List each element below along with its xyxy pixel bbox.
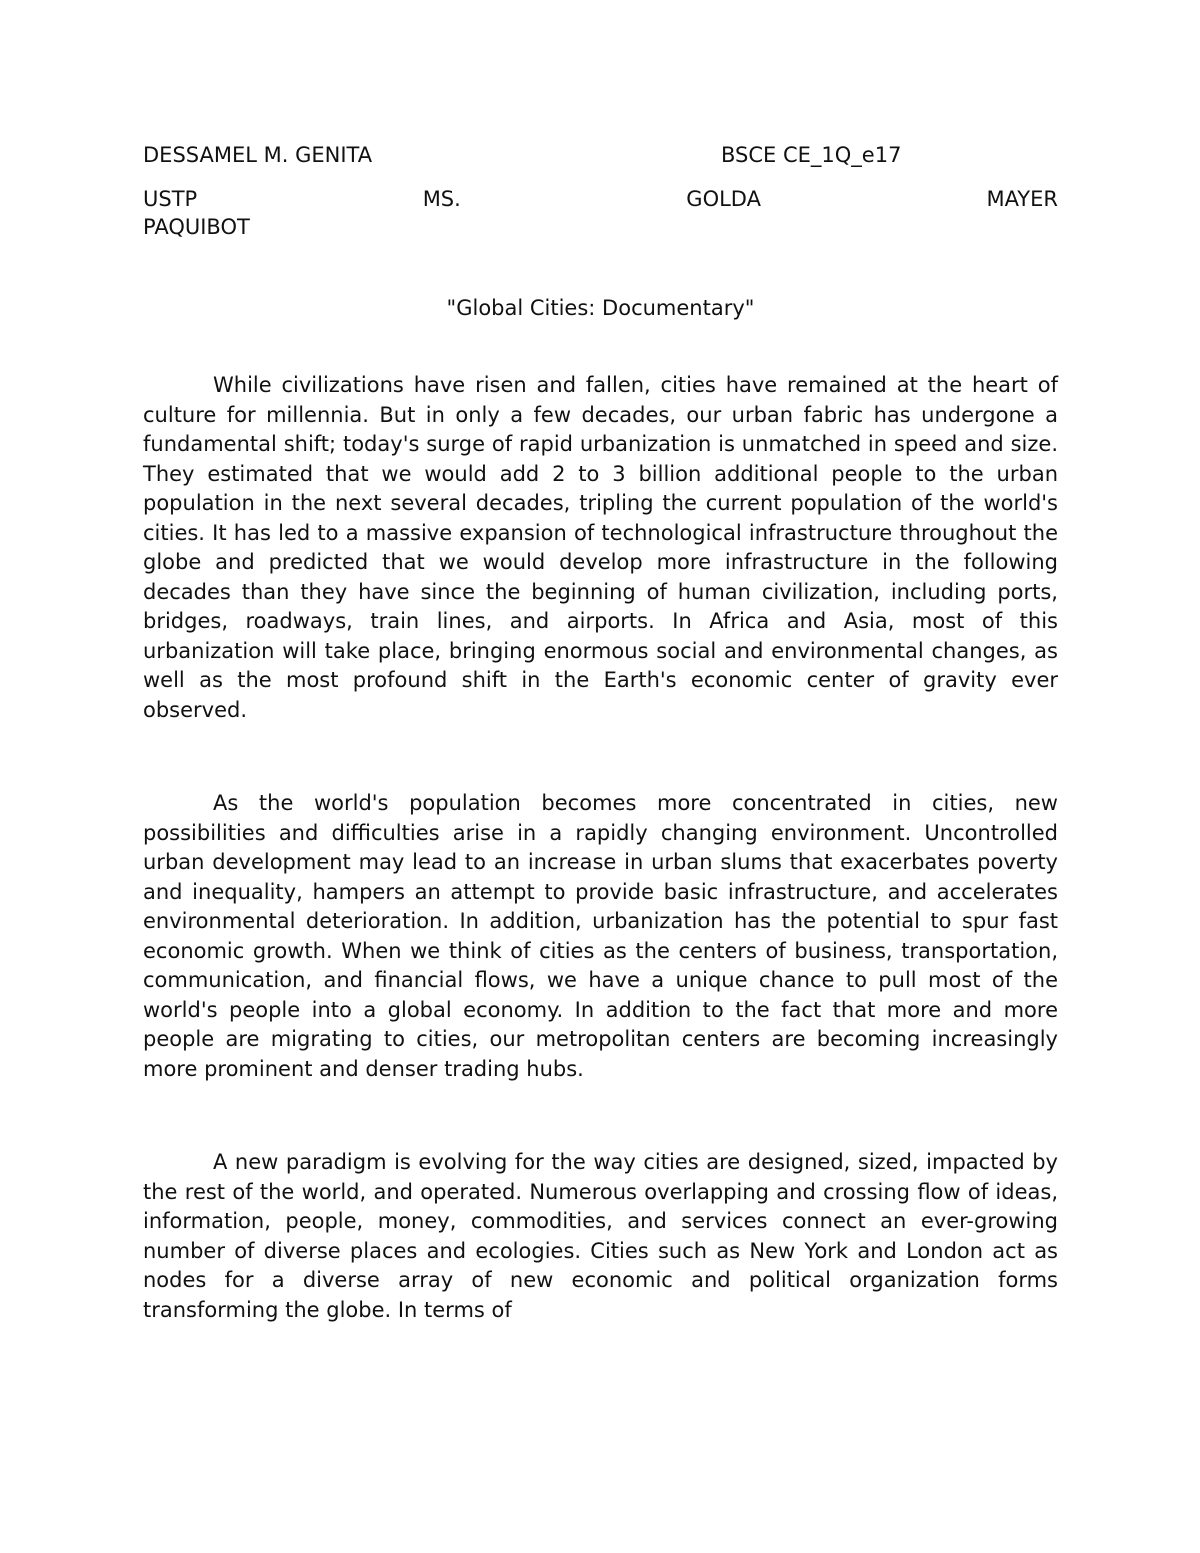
teacher-name: MS. GOLDA MAYER [422,187,1058,211]
teacher-name-continued: PAQUIBOT [143,215,250,239]
school-name: USTP [143,187,198,211]
document-body [143,140,1058,1325]
paragraph-2: As the world's population becomes more concentrated in cities, new possibilities and difficulties arise in a rapidly changing environment. Uncontrolled urban development may lead to an increase in urban slums that exacerbates poverty and inequality, hampers an attempt to provide basic infrastructure, and accelerates environmental deterioration. In addition, urbanization has the potential to spur fast economic growth. When we think of cities as the centers of business, transportation, communication, and financial flows, we have a unique chance to pull most of the world's people into a global economy. In addition to the fact that more and more people are migrating to cities, our metropolitan centers are becoming increasingly more prominent and denser trading hubs. [143,791,1058,1081]
paragraph-3: A new paradigm is evolving for the way cities are designed, sized, impacted by the rest of the world, and operated. Numerous overlapping and crossing flow of ideas, information, people, money, commodities, and services connect an ever-growing number of diverse places and ecologies. Cities such as New York and London act as nodes for a diverse array of new economic and political organization forms transforming the globe. In terms of [143,1150,1058,1322]
header-row-1 [143,140,1058,170]
header-row-2 [143,185,1058,213]
paragraph-1: While civilizations have risen and fallen, cities have remained at the heart of culture for millennia. But in only a few decades, our urban fabric has undergone a fundamental shift; today's surge of rapid urbanization is unmatched in speed and size. They estimated that we would add 2 to 3 billion additional people to the urban population in the next several decades, tripling the current population of the world's cities. It has led to a massive expansion of technological infrastructure throughout the globe and predicted that we would develop more infrastructure in the following decades than they have since the beginning of human civilization, including ports, bridges, roadways, train lines, and airports. In Africa and Asia, most of this urbanization will take place, bringing enormous social and environmental changes, as well as the most profound shift in the Earth's economic center of gravity ever observed. [143,373,1058,722]
student-name: DESSAMEL M. GENITA [143,143,373,167]
document-title: "Global Cities: Documentary" [446,296,755,320]
course-code: BSCE CE_1Q_e17 [721,143,902,167]
